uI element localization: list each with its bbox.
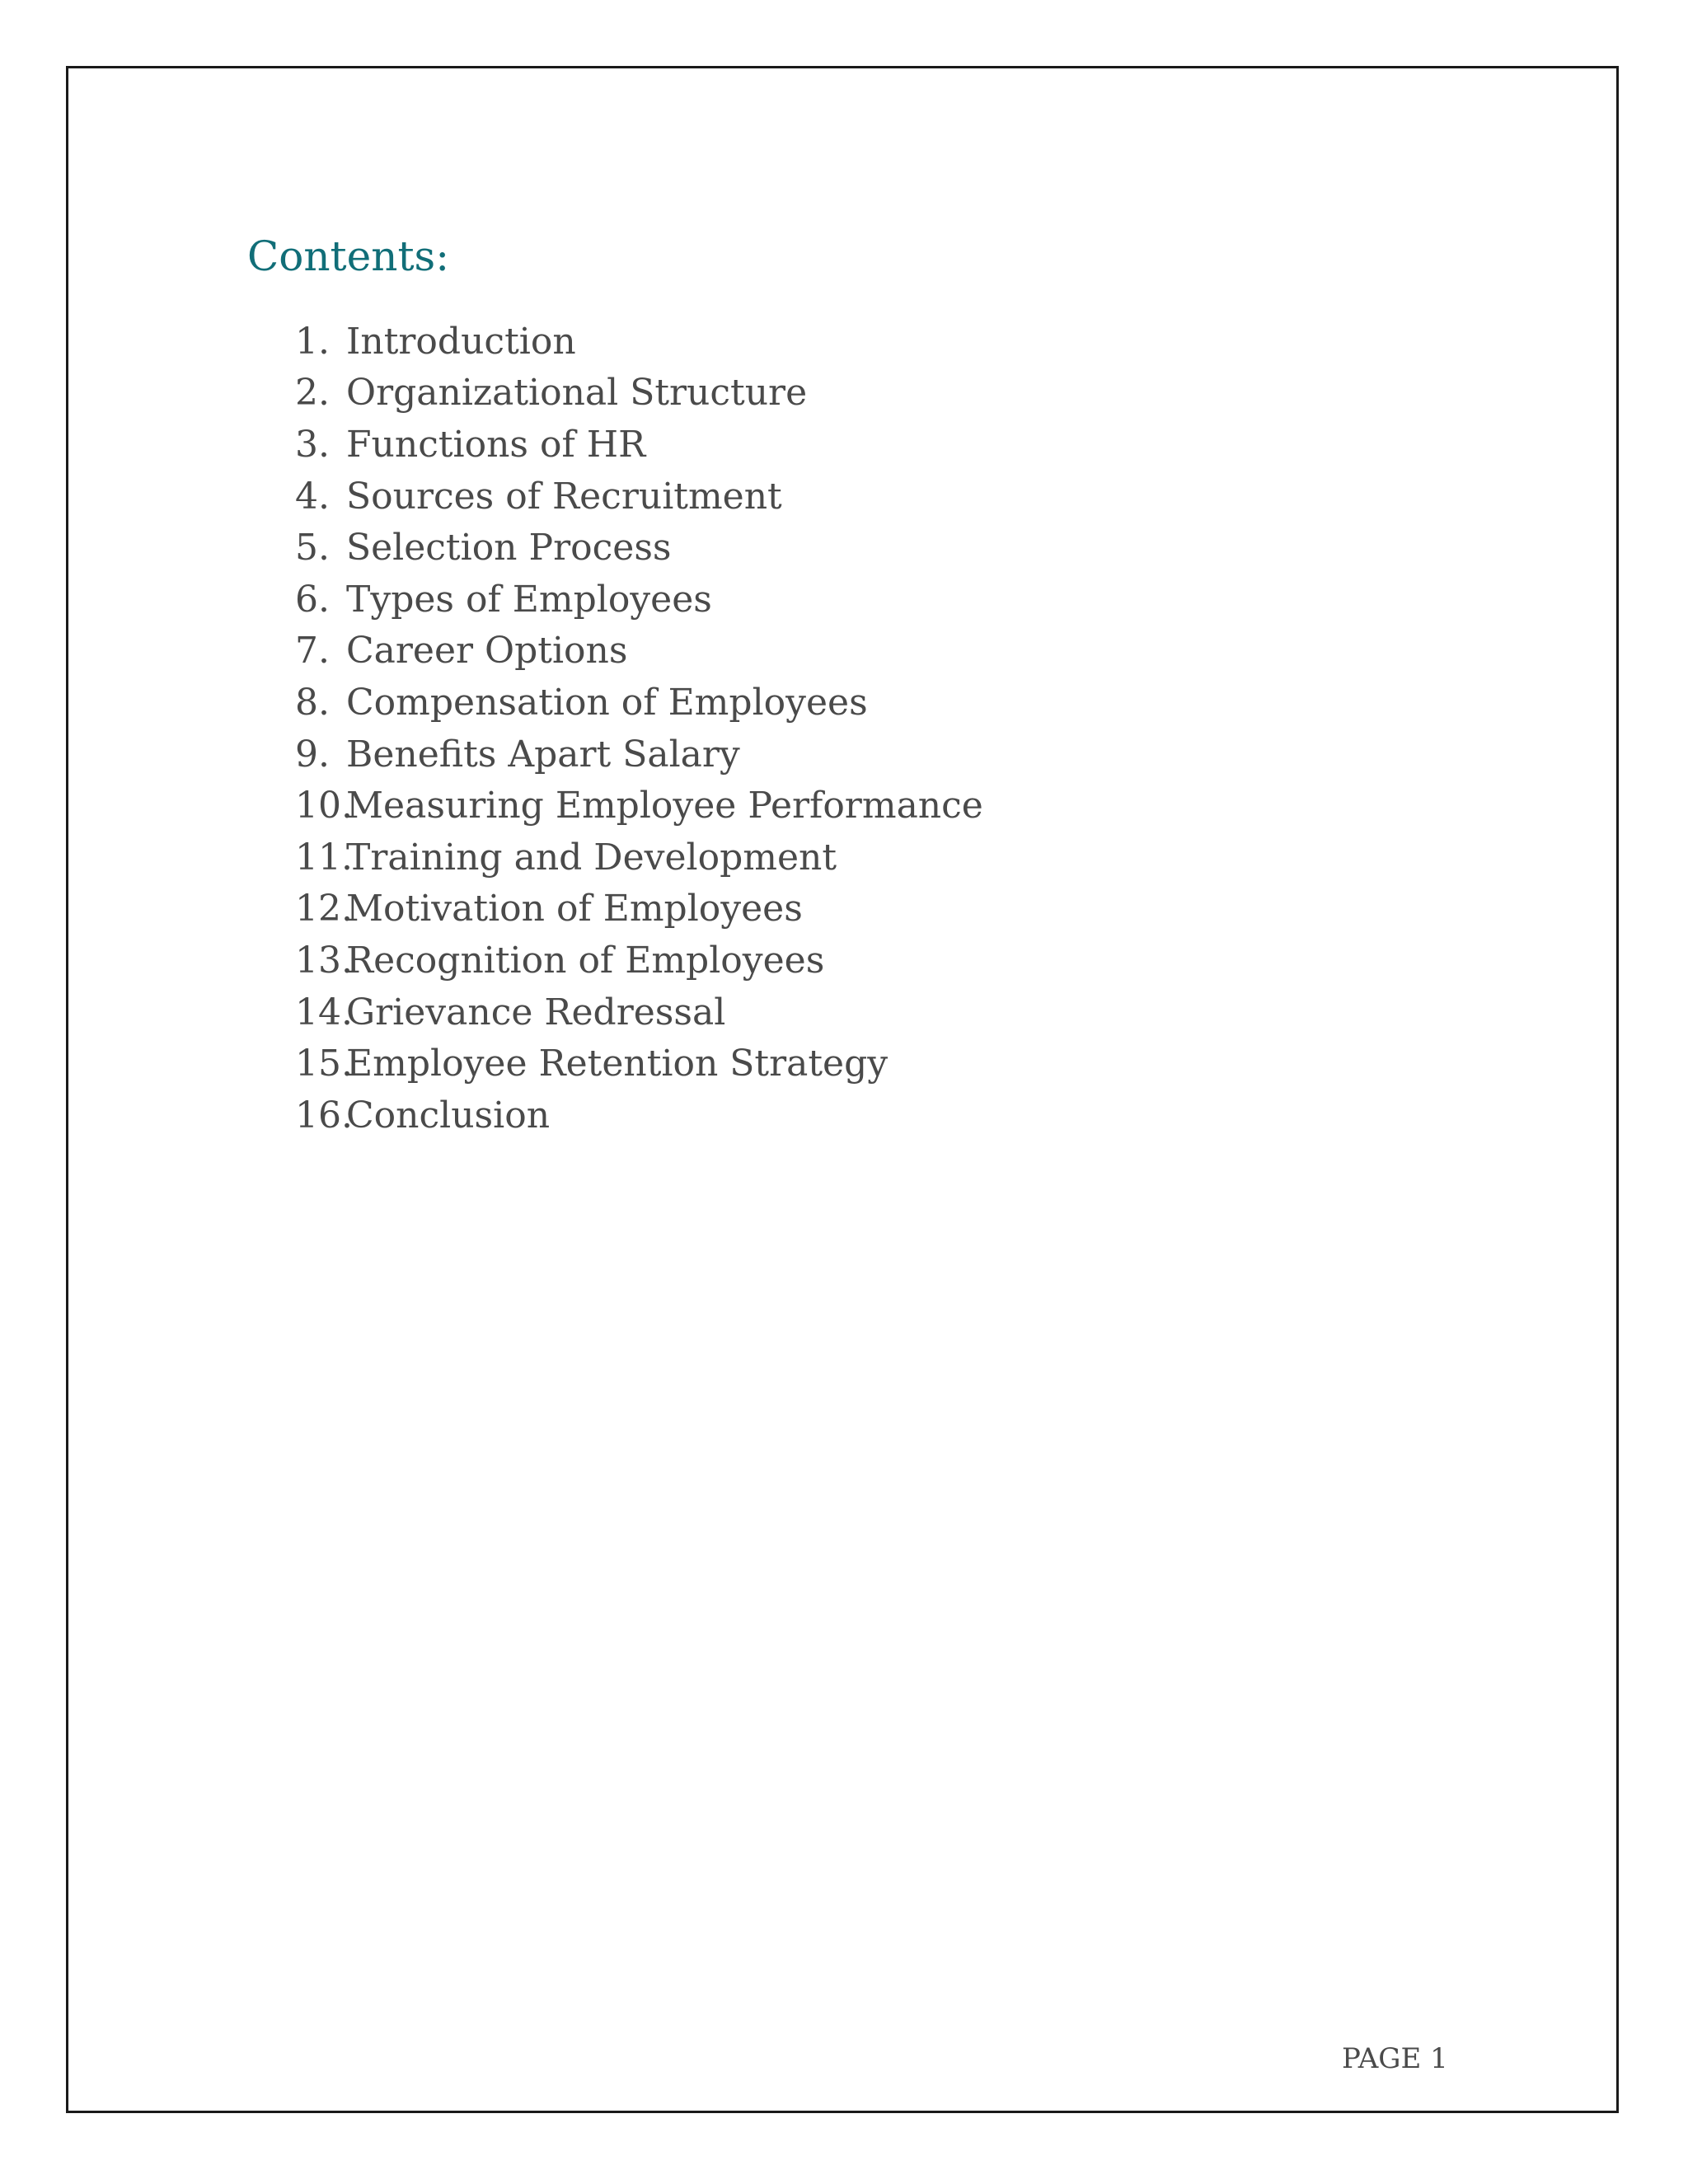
toc-item-label: Benefits Apart Salary (346, 733, 740, 776)
toc-item-number: 4. (295, 475, 330, 518)
toc-item-motivation-of-employees (295, 883, 983, 935)
page-number: PAGE 1 (1342, 2042, 1448, 2075)
toc-item-number: 11. (295, 836, 353, 879)
toc-item-number: 8. (295, 681, 330, 724)
toc-item-grievance-redressal (295, 987, 983, 1038)
toc-item-number: 12. (295, 888, 353, 930)
toc-item-label: Career Options (346, 630, 628, 673)
toc-item-number: 7. (295, 630, 330, 673)
toc-item-label: Conclusion (346, 1094, 551, 1137)
toc-item-career-options (295, 626, 983, 677)
contents-heading: Contents: (247, 232, 450, 280)
toc-item-label: Recognition of Employees (346, 939, 825, 982)
toc-item-label: Introduction (346, 320, 576, 363)
toc-item-number: 16. (295, 1094, 353, 1137)
toc-item-number: 9. (295, 733, 330, 776)
toc-item-organizational-structure (295, 368, 983, 419)
toc-item-number: 15. (295, 1043, 353, 1085)
toc-item-types-of-employees (295, 574, 983, 626)
toc-item-conclusion (295, 1090, 983, 1141)
toc-item-number: 13. (295, 939, 353, 982)
toc-item-label: Sources of Recruitment (346, 475, 782, 518)
toc-item-number: 5. (295, 527, 330, 569)
toc-item-label: Employee Retention Strategy (346, 1043, 889, 1085)
toc-item-label: Functions of HR (346, 423, 646, 466)
toc-item-label: Measuring Employee Performance (346, 785, 983, 827)
toc-item-label: Motivation of Employees (346, 888, 803, 930)
table-of-contents (295, 316, 983, 1141)
toc-item-employee-retention-strategy (295, 1038, 983, 1090)
toc-item-label: Training and Development (346, 836, 837, 879)
toc-item-training-and-development (295, 832, 983, 883)
toc-item-number: 3. (295, 423, 330, 466)
toc-item-measuring-employee-performance (295, 780, 983, 832)
toc-item-number: 14. (295, 991, 353, 1033)
toc-item-sources-of-recruitment (295, 471, 983, 523)
toc-item-label: Compensation of Employees (346, 681, 868, 724)
toc-item-recognition-of-employees (295, 935, 983, 987)
toc-item-compensation-of-employees (295, 677, 983, 729)
toc-item-functions-of-hr (295, 419, 983, 471)
toc-item-number: 6. (295, 578, 330, 621)
toc-item-number: 2. (295, 372, 330, 415)
toc-item-benefits-apart-salary (295, 729, 983, 780)
toc-item-selection-process (295, 522, 983, 574)
toc-item-number: 10. (295, 785, 353, 827)
toc-item-label: Selection Process (346, 527, 672, 569)
toc-item-number: 1. (295, 320, 330, 363)
toc-item-label: Grievance Redressal (346, 991, 726, 1033)
toc-item-introduction (295, 316, 983, 368)
toc-item-label: Organizational Structure (346, 372, 808, 415)
toc-item-label: Types of Employees (346, 578, 712, 621)
